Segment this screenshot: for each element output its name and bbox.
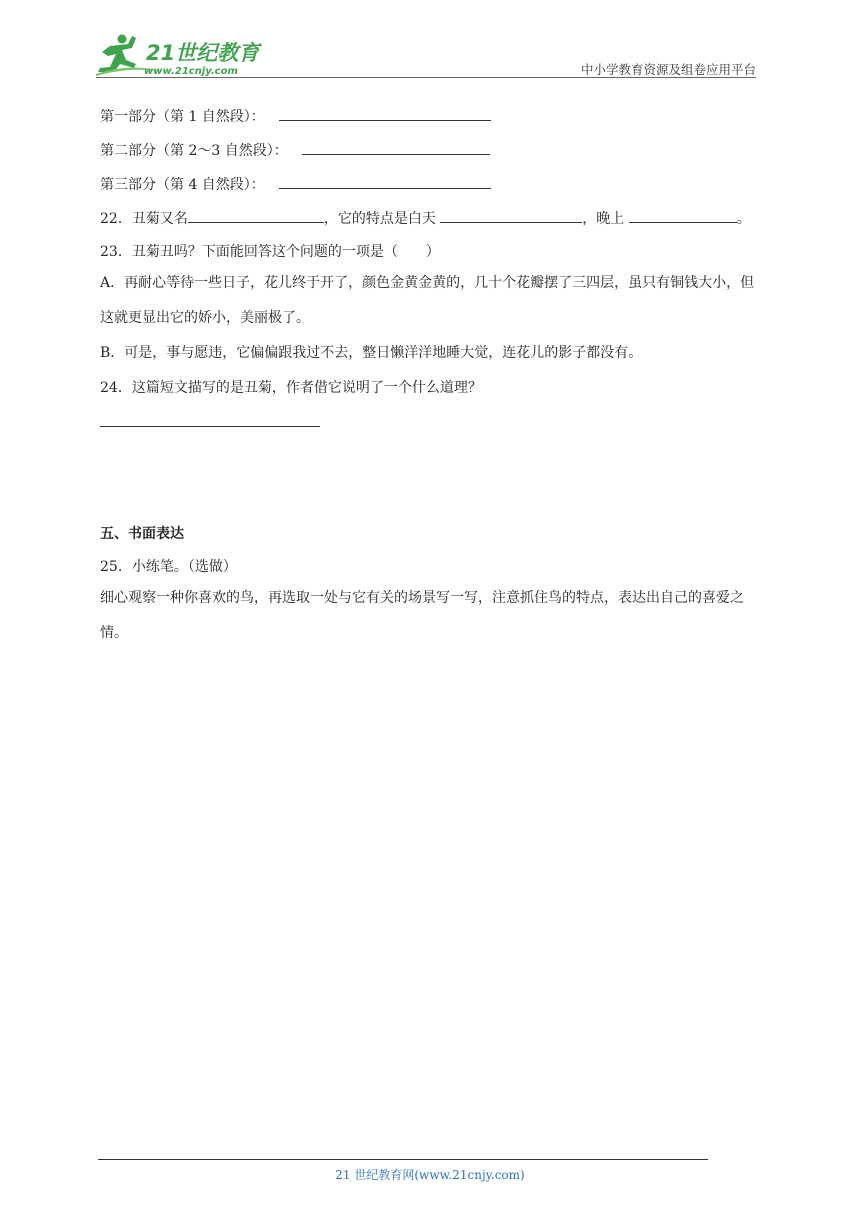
question-23-option-a[interactable]: A．再耐心等待一些日子，花儿终于开了，颜色金黄金黄的，几十个花瓣摆了三四层，虽只有铜钱大小，但这就更显出它的娇小，美丽极了。: [100, 275, 755, 326]
q22-text-b: ，它的特点是白天: [323, 211, 436, 227]
part-3-blank[interactable]: [279, 174, 491, 189]
part-1-blank[interactable]: [279, 106, 491, 121]
part-1-line: [100, 106, 491, 127]
question-25-stem: 25．小练笔。（选做）: [100, 559, 237, 575]
part-1-label: 第一部分（第 1 自然段）：: [100, 109, 265, 125]
section-5-title: 五、书面表达: [100, 526, 184, 542]
q22-blank-1[interactable]: [188, 208, 324, 223]
question-24-stem: 24．这篇短文描写的是丑菊，作者借它说明了一个什么道理？: [100, 380, 482, 396]
logo-text: 21世纪教育: [146, 41, 260, 65]
question-22: [100, 208, 751, 229]
footer-divider: [98, 1159, 708, 1160]
part-2-line: [100, 140, 490, 161]
question-23-stem: 23．丑菊丑吗？下面能回答这个问题的一项是（ ）: [100, 244, 440, 260]
q22-blank-3[interactable]: [629, 208, 737, 223]
question-23-option-b[interactable]: B．可是，事与愿违，它偏偏跟我过不去，整日懒洋洋地睡大觉，连花儿的影子都没有。: [100, 345, 643, 361]
header-divider: [96, 77, 756, 78]
page-header: [0, 0, 860, 90]
q22-text-a: 22．丑菊又名: [100, 211, 188, 227]
logo: [92, 32, 262, 78]
footer-text[interactable]: 21 世纪教育网(www.21cnjy.com): [335, 1168, 525, 1182]
platform-tagline: 中小学教育资源及组卷应用平台: [580, 62, 756, 77]
q22-text-d: 。: [736, 211, 751, 227]
part-3-line: [100, 174, 491, 195]
q24-answer-blank[interactable]: [100, 412, 320, 427]
part-2-label: 第二部分（第 2～3 自然段）：: [100, 143, 288, 159]
part-2-blank[interactable]: [302, 140, 490, 155]
q22-blank-2[interactable]: [440, 208, 582, 223]
part-3-label: 第三部分（第 4 自然段）：: [100, 177, 265, 193]
q22-text-c: ，晚上: [582, 211, 625, 227]
logo-url: www.21cnjy.com: [144, 66, 238, 77]
question-25-prompt: 细心观察一种你喜欢的鸟，再选取一处与它有关的场景写一写，注意抓住鸟的特点，表达出自己的喜爱之情。: [100, 590, 744, 641]
